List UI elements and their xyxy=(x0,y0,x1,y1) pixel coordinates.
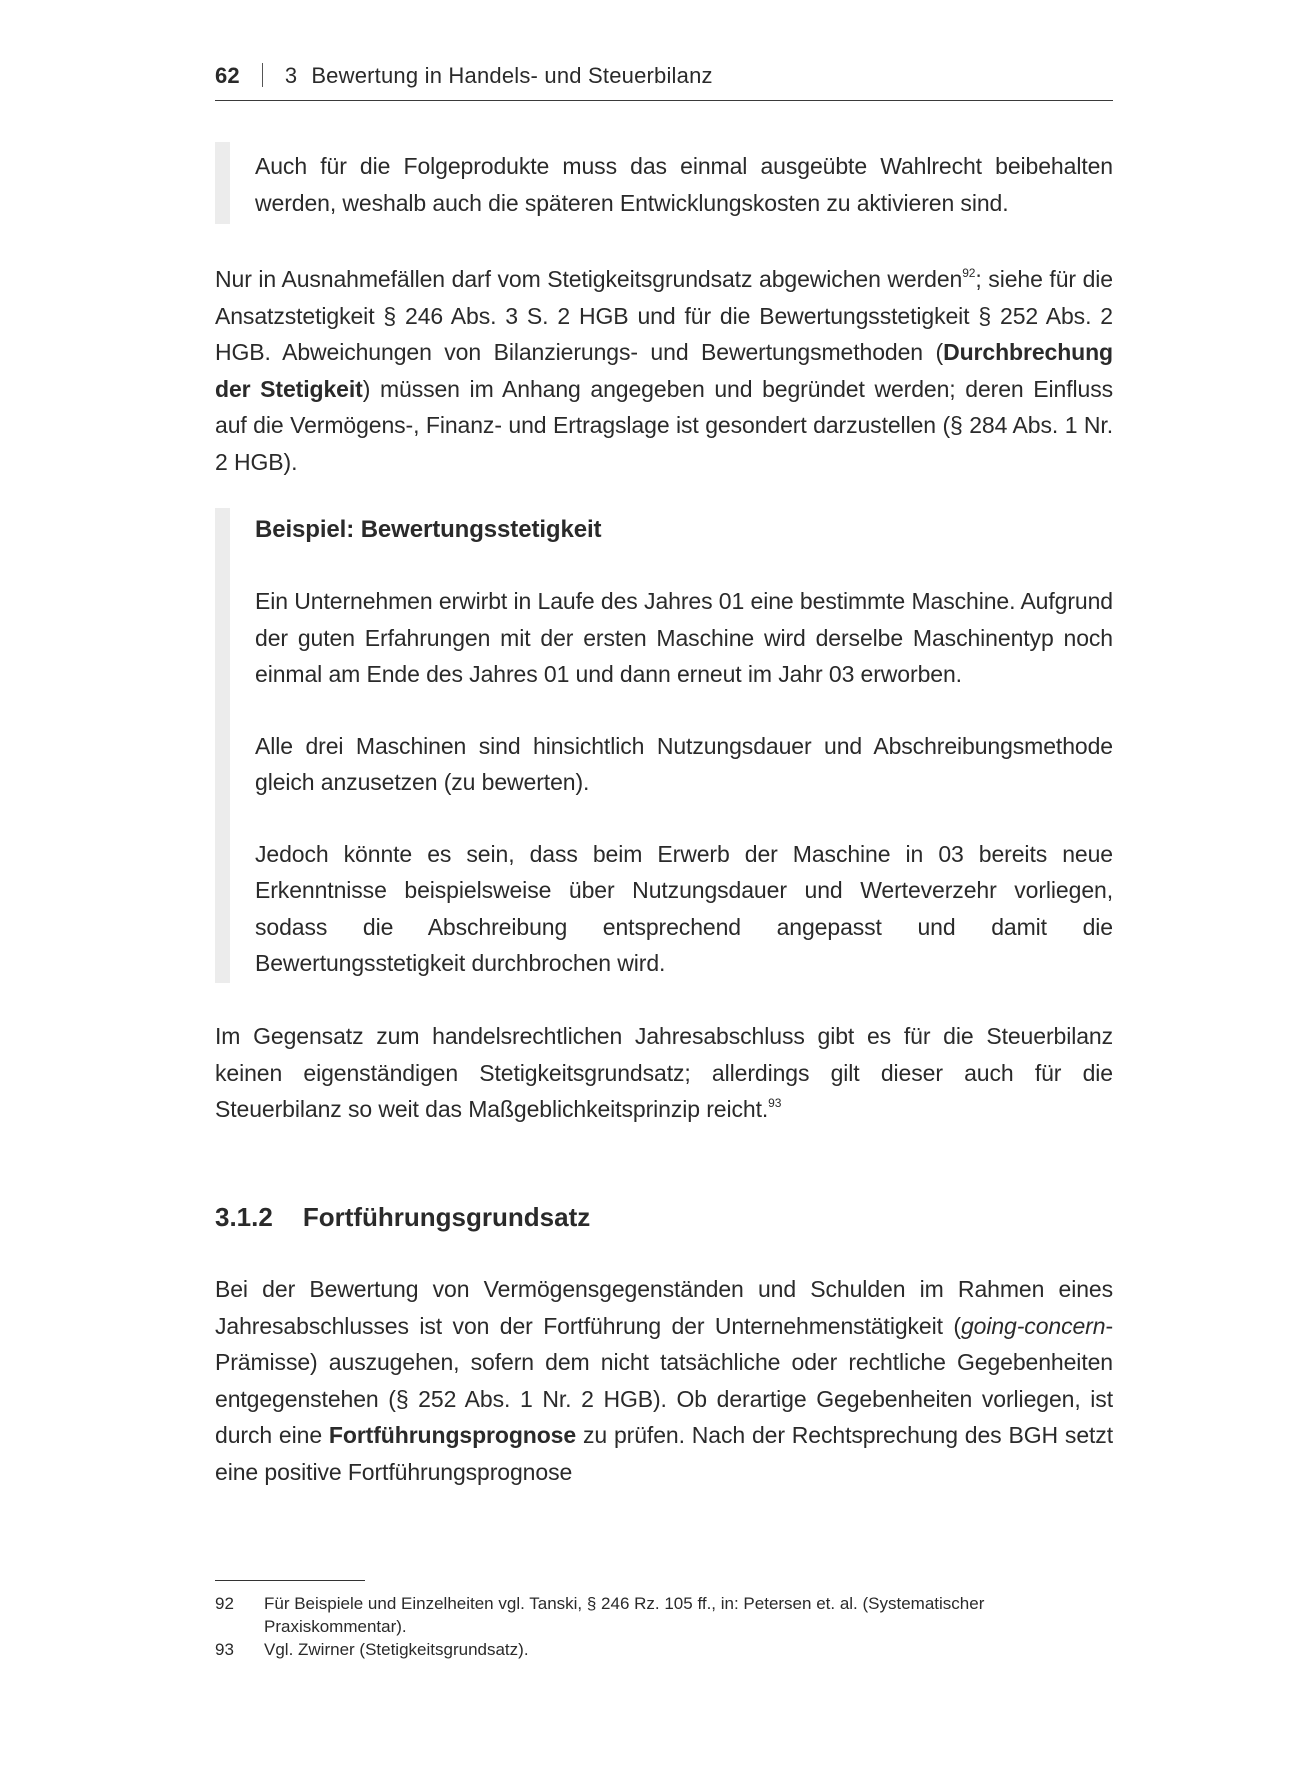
running-header xyxy=(215,58,1113,101)
paragraph-text: Im Gegensatz zum handelsrechtlichen Jahresabschluss gibt es für die Steuerbilanz keinen eigenständigen Stetigkeitsgrundsatz; allerdings gilt dieser auch für die Steuerbilanz so weit das Maßgeblichkeitsprinzip reicht. xyxy=(215,1023,1113,1122)
example-paragraph-1: Ein Unternehmen erwirbt in Laufe des Jahres 01 eine bestimmte Maschine. Aufgrund der guten Erfahrungen mit der ersten Maschine wird derselbe Maschinentyp noch einmal am Ende des Jahres 01 und dann erneut im Jahr 03 erworben. xyxy=(255,588,1113,687)
header-divider xyxy=(262,63,263,87)
paragraph-text: zu prüfen. Nach der Rechtsprechung des BGH setzt eine positive Fortführungsprognose xyxy=(215,1422,1113,1485)
paragraph-fortfuehrung xyxy=(215,1271,1113,1490)
paragraph-text: ) müssen im Anhang angegeben und begründet werden; deren Einfluss auf die Vermögens-, Finanz- und Ertragslage ist gesondert darzustellen (§ 284 Abs. 1 Nr. 2 HGB). xyxy=(215,375,1113,475)
example-paragraph-3: Jedoch könnte es sein, dass beim Erwerb der Maschine in 03 bereits neue Erkenntnisse beispielsweise über Nutzungsdauer und Werteverzehr vorliegen, sodass die Abschreibung entsprechend angepasst und damit die Bewertungsstetigkeit durchbrochen wird. xyxy=(255,840,1113,976)
footnote-item xyxy=(215,1592,1113,1638)
paragraph-steuerbilanz xyxy=(215,1018,1113,1128)
paragraph-text: Bei der Bewertung von Vermögensgegenständen und Schulden im Rahmen eines Jahresabschlusses ist von der Fortführung der Unternehmenstätigkeit ( xyxy=(215,1276,1113,1339)
footnote-text: Vgl. Zwirner (Stetigkeitsgrundsatz). xyxy=(264,1640,529,1659)
paragraph-text: ; siehe für die Ansatzstetigkeit § 246 Abs. 3 S. 2 HGB und für die Bewertungsstetigkeit § 252 Abs. 2 HGB. Abweichungen von Bilanzierungs- und Bewertungsmethoden ( xyxy=(215,266,1113,365)
italic-term-going-concern: going-concern xyxy=(960,1312,1106,1339)
bold-term-durchbrechung: Durchbrechung der Stetigkeit xyxy=(215,339,1113,402)
section-heading xyxy=(215,1197,590,1237)
highlight-text: Auch für die Folgeprodukte muss das einmal ausgeübte Wahlrecht beibehalten werden, weshalb auch die späteren Entwicklungskosten zu aktivieren sind. xyxy=(255,153,1113,216)
chapter-title: Bewertung in Handels- und Steuerbilanz xyxy=(311,63,713,88)
section-title: Fortführungsgrundsatz xyxy=(302,1202,591,1232)
example-title: Beispiel: Bewertungsstetigkeit xyxy=(255,516,602,543)
highlight-box-folgeprodukte xyxy=(215,142,1113,224)
bold-term-fortfuehrungsprognose: Fortführungsprognose xyxy=(328,1422,577,1448)
footnote-number: 92 xyxy=(215,1594,234,1613)
footnote-ref-92[interactable]: 92 xyxy=(962,266,976,280)
section-number: 3.1.2 xyxy=(215,1202,273,1232)
highlight-bar xyxy=(215,142,230,224)
chapter-number: 3 xyxy=(284,63,298,88)
example-box-bewertungsstetigkeit xyxy=(215,508,1113,983)
footnote-item xyxy=(215,1638,1113,1661)
footnote-number: 93 xyxy=(215,1640,234,1659)
paragraph-text: Nur in Ausnahmefällen darf vom Stetigkeitsgrundsatz abgewichen werden xyxy=(215,266,963,292)
footnote-separator xyxy=(215,1580,365,1581)
paragraph-text: -Prämisse) auszugehen, sofern dem nicht tatsächliche oder rechtliche Gegebenheiten entgegenstehen (§ 252 Abs. 1 Nr. 2 HGB). Ob derartige Gegebenheiten vorliegen, ist durch eine xyxy=(215,1312,1113,1448)
footnote-ref-93[interactable]: 93 xyxy=(768,1096,782,1110)
paragraph-stetigkeit xyxy=(215,261,1113,480)
page-number: 62 xyxy=(215,63,240,88)
example-paragraph-2: Alle drei Maschinen sind hinsichtlich Nutzungsdauer und Abschreibungsmethode gleich anzusetzen (zu bewerten). xyxy=(255,732,1113,795)
example-bar xyxy=(215,508,230,983)
footnotes xyxy=(215,1592,1113,1661)
footnote-text: Für Beispiele und Einzelheiten vgl. Tanski, § 246 Rz. 105 ff., in: Petersen et. al. (Systematischer Praxiskommentar). xyxy=(264,1594,985,1636)
